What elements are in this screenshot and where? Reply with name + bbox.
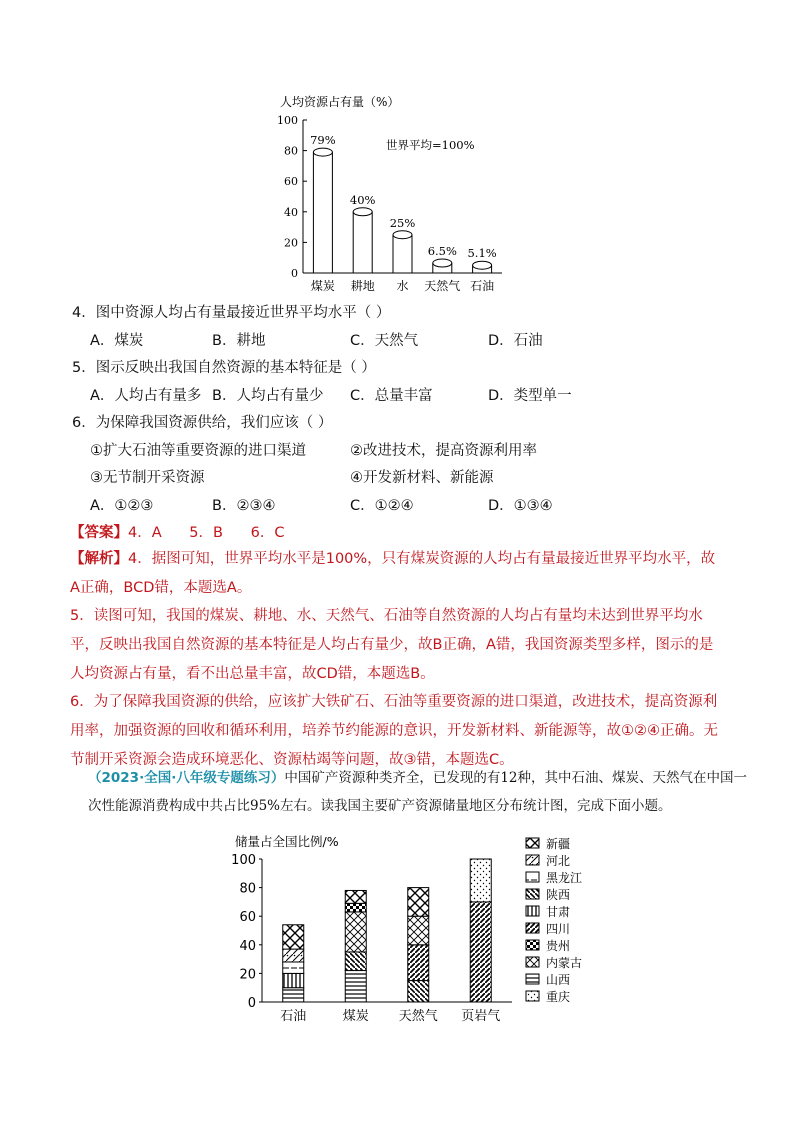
intro-paragraph xyxy=(88,764,748,820)
q6-item-3: ③无节制开采资源 xyxy=(90,470,205,486)
chart1-category-label: 石油 xyxy=(470,279,495,293)
chart1-y-tick-label: 20 xyxy=(284,236,298,250)
q6-item-1: ①扩大石油等重要资源的进口渠道 xyxy=(90,443,306,459)
analysis-label: 【解析】 xyxy=(70,551,128,567)
chart2-legend-swatch xyxy=(526,855,539,865)
chart2-bar-segment xyxy=(283,988,304,1002)
chart1-y-tick-label: 100 xyxy=(277,114,298,127)
chart2-bar-segment xyxy=(345,903,366,912)
chart1-bar-top xyxy=(433,259,452,267)
chart1-y-tick-label: 60 xyxy=(284,175,298,189)
chart2-legend-label: 陕西 xyxy=(546,888,571,902)
chart1-value-label: 6.5% xyxy=(427,244,457,259)
chart2-legend-label: 重庆 xyxy=(546,990,571,1004)
chart2-legend-label: 新疆 xyxy=(546,837,571,851)
chart2-category-label: 石油 xyxy=(280,1009,307,1024)
q6-option-d[interactable]: D．①③④ xyxy=(488,498,553,514)
chart2-bar-segment xyxy=(408,945,429,981)
chart2-y-tick-label: 60 xyxy=(239,910,256,926)
chart2-legend-swatch xyxy=(526,872,539,882)
chart2-bar-segment xyxy=(283,962,304,973)
chart2-legend-label: 山西 xyxy=(546,973,571,987)
analysis-p3: 6．为了保障我国资源的供给，应该扩大铁矿石、石油等重要资源的进口渠道，改进技术，提高资源利用率，加强资源的回收和循环利用，培养节约能源的意识，开发新材料、新能源等，故①②④正确。无节制开采资源会造成环境恶化、资源枯竭等问题，故③错，本题选C。 xyxy=(70,694,718,768)
chart1-category-label: 耕地 xyxy=(350,279,375,293)
q5-option-b[interactable]: B．人均占有量少 xyxy=(212,388,324,404)
chart1-bar-top xyxy=(353,208,372,216)
chart2-legend-swatch xyxy=(526,957,539,967)
chart1-bar-top xyxy=(473,261,492,269)
chart1-y-tick-label: 0 xyxy=(291,267,298,280)
question-6: 6．为保障我国资源供给，我们应该（ ） xyxy=(72,415,333,431)
q5-option-c[interactable]: C．总量丰富 xyxy=(350,388,433,404)
q5-option-d[interactable]: D．类型单一 xyxy=(488,388,572,404)
chart1-value-label: 40% xyxy=(349,192,376,207)
analysis-p1 xyxy=(70,545,720,603)
chart2-y-tick-label: 20 xyxy=(239,967,256,983)
chart2-y-tick-label: 100 xyxy=(231,853,256,868)
chart2-category-label: 煤炭 xyxy=(342,1009,369,1024)
chart2-category-label: 页岩气 xyxy=(461,1009,501,1024)
chart1-bar-top xyxy=(313,148,332,156)
chart2-bar-segment xyxy=(345,890,366,903)
chart2-bar-segment xyxy=(470,902,491,1002)
chart2-bar-segment xyxy=(408,888,429,917)
chart2-ylabel: 储量占全国比例/% xyxy=(235,834,339,849)
chart1-y-tick-label: 80 xyxy=(284,144,298,158)
chart2-bar-segment xyxy=(408,981,429,1002)
q6-option-c[interactable]: C．①②④ xyxy=(350,498,414,514)
chart1-annotation: 世界平均=100% xyxy=(386,138,475,152)
chart2-category-label: 天然气 xyxy=(398,1009,438,1024)
chart1-ylabel: 人均资源占有量（%） xyxy=(280,95,400,109)
chart2-legend-label: 河北 xyxy=(546,854,571,868)
chart2-bar-segment xyxy=(345,912,366,952)
q4-option-b[interactable]: B．耕地 xyxy=(212,333,266,349)
chart2-legend-label: 黑龙江 xyxy=(546,871,583,885)
answer-text: 4．A 5．B 6．C xyxy=(128,525,285,541)
chart1-category-label: 水 xyxy=(396,279,409,293)
chart2-legend-swatch xyxy=(526,974,539,984)
chart1-bar-top xyxy=(393,231,412,239)
chart1-bar xyxy=(393,235,412,273)
q4-option-a[interactable]: A．煤炭 xyxy=(90,333,144,349)
answer-line xyxy=(70,523,284,543)
q4-option-d[interactable]: D．石油 xyxy=(488,333,543,349)
chart2-legend-label: 贵州 xyxy=(546,939,571,953)
chart2-y-tick-label: 40 xyxy=(239,938,256,954)
chart1-category-label: 天然气 xyxy=(424,279,461,293)
answer-label: 【答案】 xyxy=(70,525,128,541)
chart2-legend-label: 甘肃 xyxy=(546,905,571,919)
q6-item-4: ④开发新材料、新能源 xyxy=(350,470,494,486)
question-4: 4．图中资源人均占有量最接近世界平均水平（ ） xyxy=(72,305,391,321)
chart2-legend-swatch xyxy=(526,991,539,1001)
chart2-legend-swatch xyxy=(526,940,539,950)
intro-source: （2023·全国·八年级专题练习） xyxy=(88,770,285,786)
analysis-p1-text: 4．据图可知，世界平均水平是100%，只有煤炭资源的人均占有量最接近世界平均水平，故A正确，BCD错，本题选A。 xyxy=(70,551,716,596)
chart2-bar-segment xyxy=(283,925,304,949)
chart1-value-label: 25% xyxy=(389,215,416,230)
chart2-legend-swatch xyxy=(526,923,539,933)
chart1-bar xyxy=(313,152,332,273)
chart2-legend-swatch xyxy=(526,838,539,848)
q5-option-a[interactable]: A．人均占有量多 xyxy=(90,388,202,404)
chart1-value-label: 5.1% xyxy=(467,246,497,261)
chart2-bar-segment xyxy=(345,971,366,1002)
chart1-category-label: 煤炭 xyxy=(310,279,335,293)
intro-text: 中国矿产资源种类齐全，已发现的有12种，其中石油、煤炭、天然气在中国一次性能源消费构成中共占比95%左右。读我国主要矿产资源储量地区分布统计图，完成下面小题。 xyxy=(88,770,748,814)
chart2-legend-swatch xyxy=(526,906,539,916)
chart2-y-tick-label: 0 xyxy=(247,996,256,1011)
chart2-legend-swatch xyxy=(526,889,539,899)
chart2-bar-segment xyxy=(283,973,304,987)
chart1-y-tick-label: 40 xyxy=(284,205,298,219)
question-5: 5．图示反映出我国自然资源的基本特征是（ ） xyxy=(72,360,376,376)
chart2-legend-label: 四川 xyxy=(546,922,571,936)
chart1-value-label: 79% xyxy=(310,133,336,148)
chart2-bar-segment xyxy=(470,859,491,902)
chart2-bar-segment xyxy=(345,952,366,971)
chart2-legend-label: 内蒙古 xyxy=(546,956,583,970)
q6-option-a[interactable]: A．①②③ xyxy=(90,498,154,514)
per-capita-resource-chart xyxy=(270,88,510,300)
chart2-bar-segment xyxy=(283,949,304,962)
chart1-bar xyxy=(353,212,372,273)
mineral-reserves-chart xyxy=(230,828,610,1028)
chart2-bar-segment xyxy=(408,916,429,945)
chart2-y-tick-label: 80 xyxy=(239,881,256,897)
analysis-p2: 5．读图可知，我国的煤炭、耕地、水、天然气、石油等自然资源的人均占有量均未达到世界平均水平，反映出我国自然资源的基本特征是人均占有量少，故B正确，A错，我国资源类型多样，图示的是人均资源占有量，看不出总量丰富，故CD错，本题选B。 xyxy=(70,608,714,682)
q4-option-c[interactable]: C．天然气 xyxy=(350,333,419,349)
q6-item-2: ②改进技术，提高资源利用率 xyxy=(350,443,537,459)
q6-option-b[interactable]: B．②③④ xyxy=(212,498,276,514)
